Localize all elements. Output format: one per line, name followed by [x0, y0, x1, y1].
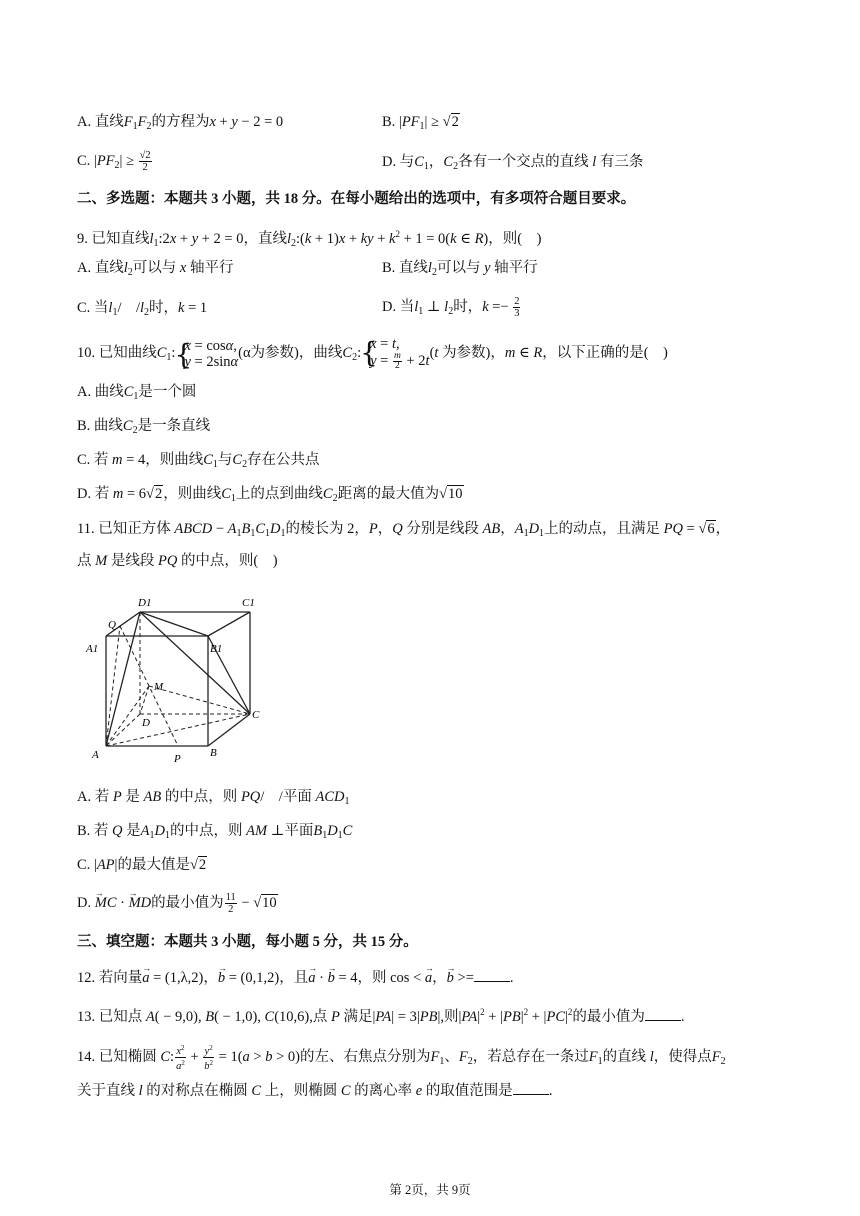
- q8-option-b: B. $|PF_1| \ge √2$: [382, 114, 459, 132]
- q9-option-d: D. 当$l_1$ ⊥ $l_2$时，k =− $\frac{2}{3}$: [382, 296, 520, 319]
- q11-option-d: D. MC → · MD →的最小值为 $\frac{11}{2}$ − √10: [77, 892, 278, 915]
- page-footer: 第 2页，共 9页: [389, 1183, 471, 1197]
- label-q: Q: [108, 619, 116, 631]
- q14-stem-line1: 14. 已知椭圆 C: $\frac{x^2}{a^2}$ + $\frac{y^2}{b^2}$ = 1(a > b > 0)的左、右焦点分别为$F_1$、$F_2$，若总存在一条过$F_1$的直线 l，使得点$F_2$: [77, 1044, 726, 1072]
- label-p: P: [174, 753, 181, 765]
- q11-stem-line2: 点 M 是线段 PQ 的中点，则( ): [77, 553, 278, 569]
- q10-option-b: B. 曲线$C_2$是一条直线: [77, 418, 211, 436]
- label-b: B: [210, 747, 217, 759]
- label-a1: A1: [86, 643, 99, 655]
- q13-answer-blank: [645, 1008, 681, 1021]
- q9-option-a: A. 直线$l_2$可以与 x 轴平行: [77, 260, 234, 278]
- q8-option-c: C. $|PF_2|$ ≥ $\frac{√2}{2}$: [77, 150, 151, 173]
- label-c1: C1: [242, 597, 255, 609]
- q13-stem: 13. 已知点 A( − 9,0), B( − 1,0), C(10,6),点 P 满足|PA| = 3|PB|,则$|PA|^2 + |PB|^2 + |PC|^2$的最小值为 .: [77, 1007, 685, 1025]
- q11-stem-line1: 11. 已知正方体 ABCD − $A_1B_1C_1D_1$的棱长为 2，P，Q 分别是线段 AB，$A_1D_1$上的动点，且满足 PQ = √6，: [77, 521, 731, 539]
- section-2-heading: 二、多选题：本题共 3 小题，共 18 分。在每小题给出的选项中，有多项符合题目要求。: [77, 191, 636, 207]
- q10-option-a: A. 曲线$C_1$是一个圆: [77, 384, 197, 402]
- q11-option-c: C. |AP|的最大值是√2: [77, 857, 207, 873]
- q10-stem: 10. 已知曲线$C_1$: { x = cosα, y = 2sinα (α为参数)，曲线$C_2$: { x = t, y = $\frac{m}{2}$ + 2t (t 为参数)，m ∈ R，以下正确的是( ): [77, 336, 668, 371]
- section-3-heading: 三、填空题：本题共 3 小题，每小题 5 分，共 15 分。: [77, 934, 418, 950]
- label-m: M: [154, 681, 164, 693]
- q14-stem-line2: 关于直线 l 的对称点在椭圆 C 上，则椭圆 C 的离心率 e 的取值范围是 .: [77, 1083, 553, 1099]
- q10-option-c: C. 若 m = 4，则曲线$C_1$与$C_2$存在公共点: [77, 452, 320, 470]
- q11-option-b: B. 若 Q 是$A_1D_1$的中点，则 AM ⊥平面$B_1D_1C$: [77, 823, 353, 841]
- q14-answer-blank: [513, 1082, 549, 1095]
- label-d1: D1: [138, 597, 152, 609]
- cube-figure: [80, 590, 270, 770]
- q10-option-d: D. 若 m = 6√2，则曲线$C_1$上的点到曲线$C_2$距离的最大值为√10: [77, 486, 463, 504]
- q12-answer-blank: [474, 969, 510, 982]
- label-c: C: [252, 709, 260, 721]
- label-d: D: [142, 717, 150, 729]
- q11-option-a: A. 若 P 是 AB 的中点，则 PQ/ /平面 $ACD_1$: [77, 789, 350, 807]
- q9-option-c: C. 当$l_1/$ $/l_2$时，k = 1: [77, 300, 208, 318]
- q12-stem: 12. 若向量a → = (1,λ,2)，b → = (0,1,2)，且a → · b → = 4，则 cos < a →，b → >= .: [77, 968, 514, 988]
- q9-stem: 9. 已知直线$l_1:2x + y + 2 = 0$，直线$l_2:(k + 1)x$ + ky + $k^2 + 1 = 0(k$ ∈ R)，则( ): [77, 229, 542, 249]
- q8-option-a: A. 直线$F_1F_2$的方程为x + y − 2 = 0: [77, 114, 284, 132]
- label-a: A: [92, 749, 99, 761]
- q8-option-d: D. 与$C_1$，$C_2$各有一个交点的直线 l 有三条: [382, 154, 644, 172]
- q9-option-b: B. 直线$l_2$可以与 y 轴平行: [382, 260, 538, 278]
- label-b1: B1: [210, 643, 223, 655]
